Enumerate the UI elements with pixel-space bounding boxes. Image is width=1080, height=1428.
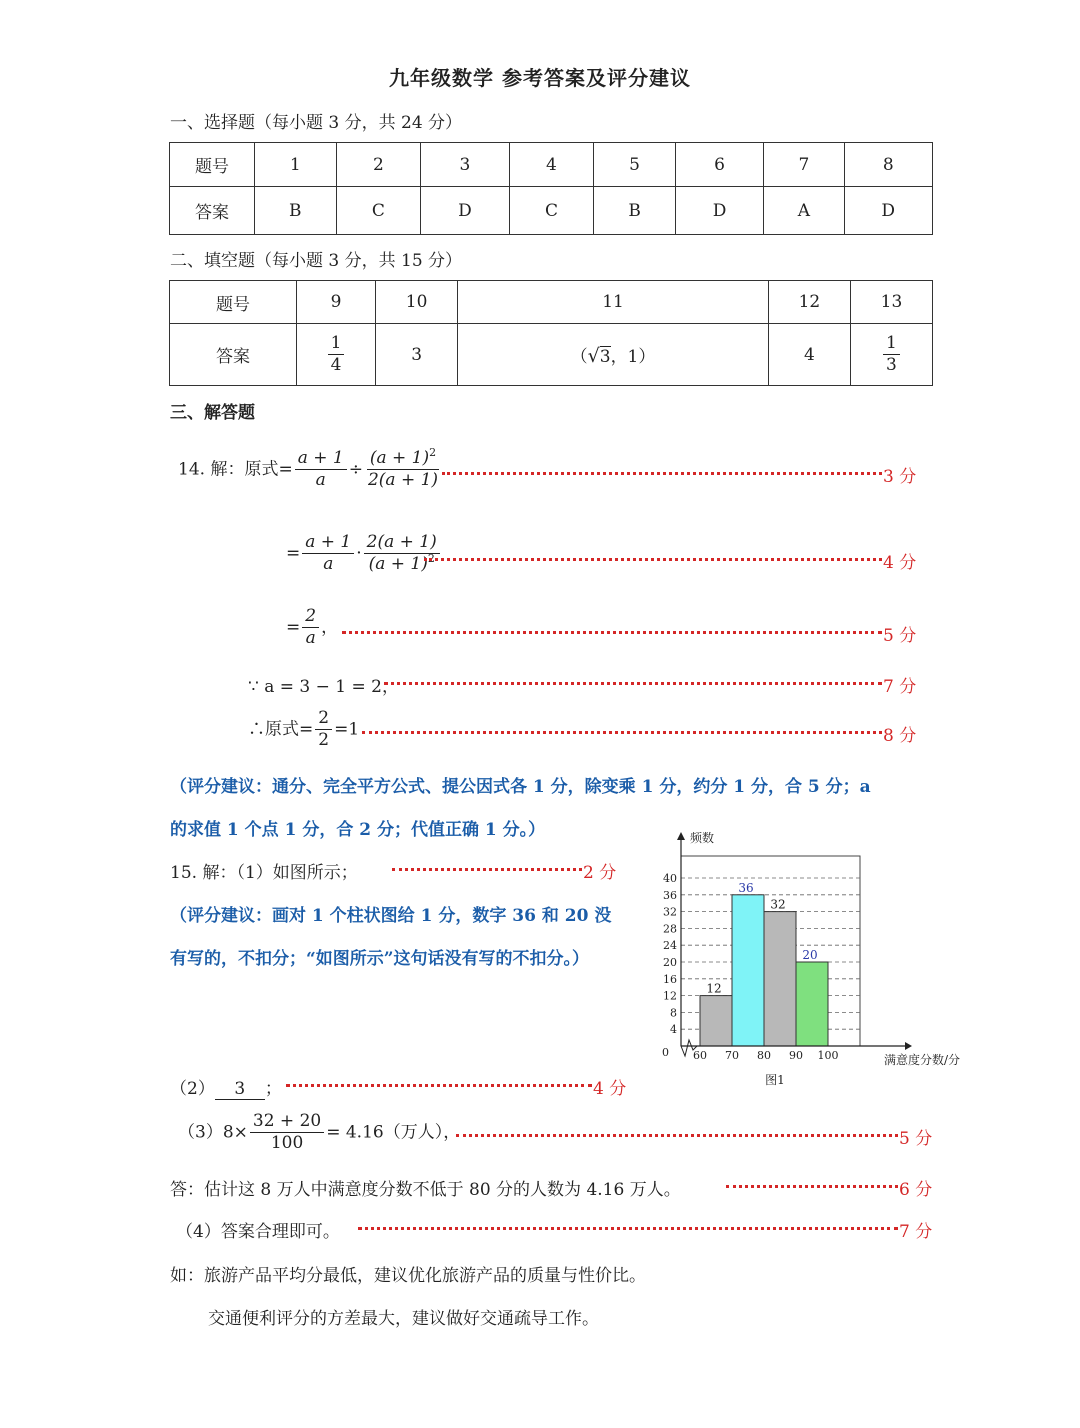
section2-heading: 二、填空题（每小题 3 分，共 15 分） (170, 251, 463, 271)
denominator: a (305, 628, 316, 649)
x-tick-label: 90 (789, 1049, 803, 1062)
dotted-leader (442, 472, 882, 475)
dotted-leader (286, 1084, 592, 1087)
question-number: 5 (594, 143, 676, 187)
part-label: （3）8× (178, 1122, 248, 1143)
question-number: 2 (336, 143, 421, 187)
divide-symbol: ÷ (348, 459, 363, 480)
x-tick-label: 60 (693, 1049, 707, 1062)
bar-value-label: 20 (802, 948, 818, 962)
q15-part2 (170, 1074, 282, 1100)
numerator: (a + 1) (369, 448, 430, 468)
question-number: 10 (376, 281, 458, 324)
section3-heading: 三、解答题 (170, 403, 255, 423)
dotted-leader (362, 731, 882, 734)
histogram-bar (700, 996, 732, 1046)
answer-cell: C (509, 187, 594, 235)
score-label: 6 分 (899, 1180, 933, 1200)
result-prefix: ∴原式= (248, 719, 314, 740)
answer-cell (458, 324, 769, 386)
numerator: 2 (315, 708, 332, 730)
scoring-note: 的求值 1 个点 1 分，合 2 分；代值正确 1 分。） (170, 820, 546, 840)
answer-cell: 4 (768, 324, 850, 386)
question-number: 11 (458, 281, 769, 324)
y-axis-arrow-icon (677, 832, 685, 840)
q15-part4: （4）答案合理即可。 (176, 1222, 340, 1242)
equals-sign: = (286, 617, 301, 638)
x-tick-label: 80 (757, 1049, 771, 1062)
y-tick-label: 8 (670, 1006, 677, 1020)
answer-cell: C (336, 187, 421, 235)
table-row (170, 143, 933, 187)
question-number: 3 (421, 143, 509, 187)
numerator: 1 (883, 333, 900, 355)
part-label: （2） (170, 1079, 215, 1099)
y-axis-title: 频数 (690, 831, 715, 845)
question-number: 9 (297, 281, 376, 324)
dotted-leader (456, 1134, 898, 1137)
score-label: 4 分 (593, 1079, 627, 1099)
fraction (328, 333, 345, 377)
fraction (364, 532, 440, 576)
numerator: 1 (328, 333, 345, 355)
answer-cell: D (421, 187, 509, 235)
y-tick-label: 36 (663, 888, 677, 902)
denominator: (a + 1) (368, 554, 428, 575)
answer-cell: 3 (376, 324, 458, 386)
coordinate-rest: ，1） (610, 347, 656, 367)
score-label: 8 分 (883, 726, 917, 746)
calc-result: = 4.16（万人）， (326, 1122, 461, 1143)
result-value: =1 (334, 719, 360, 740)
dotted-leader (384, 682, 882, 685)
question-number: 12 (768, 281, 850, 324)
bar-value-label: 12 (706, 981, 722, 996)
dotted-leader (358, 1227, 898, 1230)
score-label: 5 分 (883, 626, 917, 646)
denominator: 100 (270, 1133, 304, 1154)
scoring-note: 有写的，不扣分；“如图所示”这句话没有写的不扣分。） (170, 949, 590, 969)
score-label: 5 分 (899, 1129, 933, 1149)
bar-value-label: 36 (738, 880, 754, 895)
fraction (295, 448, 347, 492)
q14-line1 (178, 448, 443, 492)
fill-blank-answer: 3 (215, 1079, 265, 1100)
answer-cell: B (255, 187, 337, 235)
score-label: 2 分 (583, 863, 617, 883)
dotted-leader (726, 1185, 898, 1188)
fraction (302, 606, 319, 650)
q15-answer: 答：估计这 8 万人中满意度分数不低于 80 分的人数为 4.16 万人。 (170, 1180, 681, 1200)
q15-line1: 15. 解：（1）如图所示； (170, 863, 358, 883)
page-title: 九年级数学 参考答案及评分建议 (389, 66, 691, 90)
histogram-bar (732, 895, 764, 1046)
numerator: 32 + 20 (250, 1111, 324, 1133)
example-line: 交通便利评分的方差最大，建议做好交通疏导工作。 (208, 1309, 599, 1329)
answer-cell: A (764, 187, 844, 235)
y-tick-label: 4 (670, 1023, 677, 1037)
x-tick-label: 70 (725, 1049, 739, 1062)
dotted-leader (424, 558, 882, 561)
table-row (170, 281, 933, 324)
section1-heading: 一、选择题（每小题 3 分，共 24 分） (170, 113, 463, 133)
histogram-chart (650, 822, 990, 1094)
question-number: 7 (764, 143, 844, 187)
x-axis-title: 满意度分数/分 (884, 1053, 961, 1067)
numerator: 2 (302, 606, 319, 628)
q14-prefix: 14. 解：原式= (178, 459, 293, 480)
table-row (170, 187, 933, 235)
numerator: a + 1 (295, 448, 347, 470)
q14-line4: ∵ a = 3 − 1 = 2， (248, 677, 399, 697)
denominator: a (323, 554, 334, 575)
fraction (883, 333, 900, 377)
numerator: a + 1 (302, 532, 354, 554)
example-line: 如：旅游产品平均分最低，建议优化旅游产品的质量与性价比。 (170, 1266, 646, 1286)
q14-line2 (286, 532, 442, 576)
histogram-bar (764, 912, 796, 1046)
multiply-dot: · (356, 543, 362, 564)
fill-answer-table (169, 280, 933, 386)
denominator: a (315, 470, 326, 491)
comma: ， (321, 617, 339, 638)
sqrt-icon: √ (587, 345, 600, 367)
answer-cell: D (675, 187, 763, 235)
question-number: 13 (850, 281, 932, 324)
fraction (302, 532, 354, 576)
denominator: 2 (318, 730, 330, 751)
y-tick-label: 16 (663, 972, 677, 986)
equals-sign: = (286, 543, 301, 564)
exponent: 2 (429, 446, 437, 459)
answer-cell: D (844, 187, 933, 235)
q15-part3 (178, 1111, 460, 1155)
choice-answer-table (169, 142, 933, 235)
row-label: 答案 (170, 324, 297, 386)
score-label: 4 分 (883, 553, 917, 573)
fraction (365, 448, 441, 492)
x-axis-arrow-icon (905, 1042, 912, 1050)
scoring-note: （评分建议：通分、完全平方公式、提公因式各 1 分，除变乘 1 分，约分 1 分，合 5 分；a (170, 777, 871, 797)
score-label: 3 分 (883, 467, 917, 487)
fraction (315, 708, 332, 752)
dotted-leader (342, 631, 882, 634)
q14-line3 (286, 606, 338, 650)
question-number: 6 (675, 143, 763, 187)
question-number: 1 (255, 143, 337, 187)
bar-value-label: 32 (770, 897, 786, 912)
answer-cell (297, 324, 376, 386)
scoring-note: （评分建议：画对 1 个柱状图给 1 分，数字 36 和 20 没 (170, 906, 612, 926)
score-label: 7 分 (899, 1222, 933, 1242)
q14-line5 (248, 708, 359, 752)
y-tick-label: 12 (663, 989, 677, 1003)
semicolon: ； (264, 1079, 282, 1099)
radicand: 3 (599, 347, 611, 367)
question-number: 4 (509, 143, 594, 187)
row-label: 答案 (170, 187, 255, 235)
histogram-bar (796, 962, 828, 1046)
y-tick-label: 32 (663, 905, 677, 919)
question-number: 8 (844, 143, 933, 187)
y-tick-label: 24 (663, 939, 677, 953)
denominator: 2(a + 1) (367, 470, 439, 491)
score-label: 7 分 (883, 677, 917, 697)
numerator: 2(a + 1) (364, 532, 440, 554)
figure-caption: 图1 (765, 1073, 785, 1087)
denominator: 4 (330, 355, 342, 375)
answer-cell: B (594, 187, 676, 235)
paren: （ (570, 347, 588, 367)
dotted-leader (392, 868, 582, 871)
row-label: 题号 (170, 281, 297, 324)
x-tick-label: 100 (817, 1049, 839, 1062)
fraction (250, 1111, 324, 1155)
y-tick-label: 40 (663, 872, 677, 885)
y-tick-label: 20 (663, 956, 677, 969)
exponent: 2 (427, 552, 435, 566)
y-origin-label: 0 (662, 1046, 669, 1059)
y-tick-label: 28 (663, 922, 677, 936)
answer-cell (850, 324, 932, 386)
denominator: 3 (886, 355, 897, 375)
row-label: 题号 (170, 143, 255, 187)
table-row (170, 324, 933, 386)
